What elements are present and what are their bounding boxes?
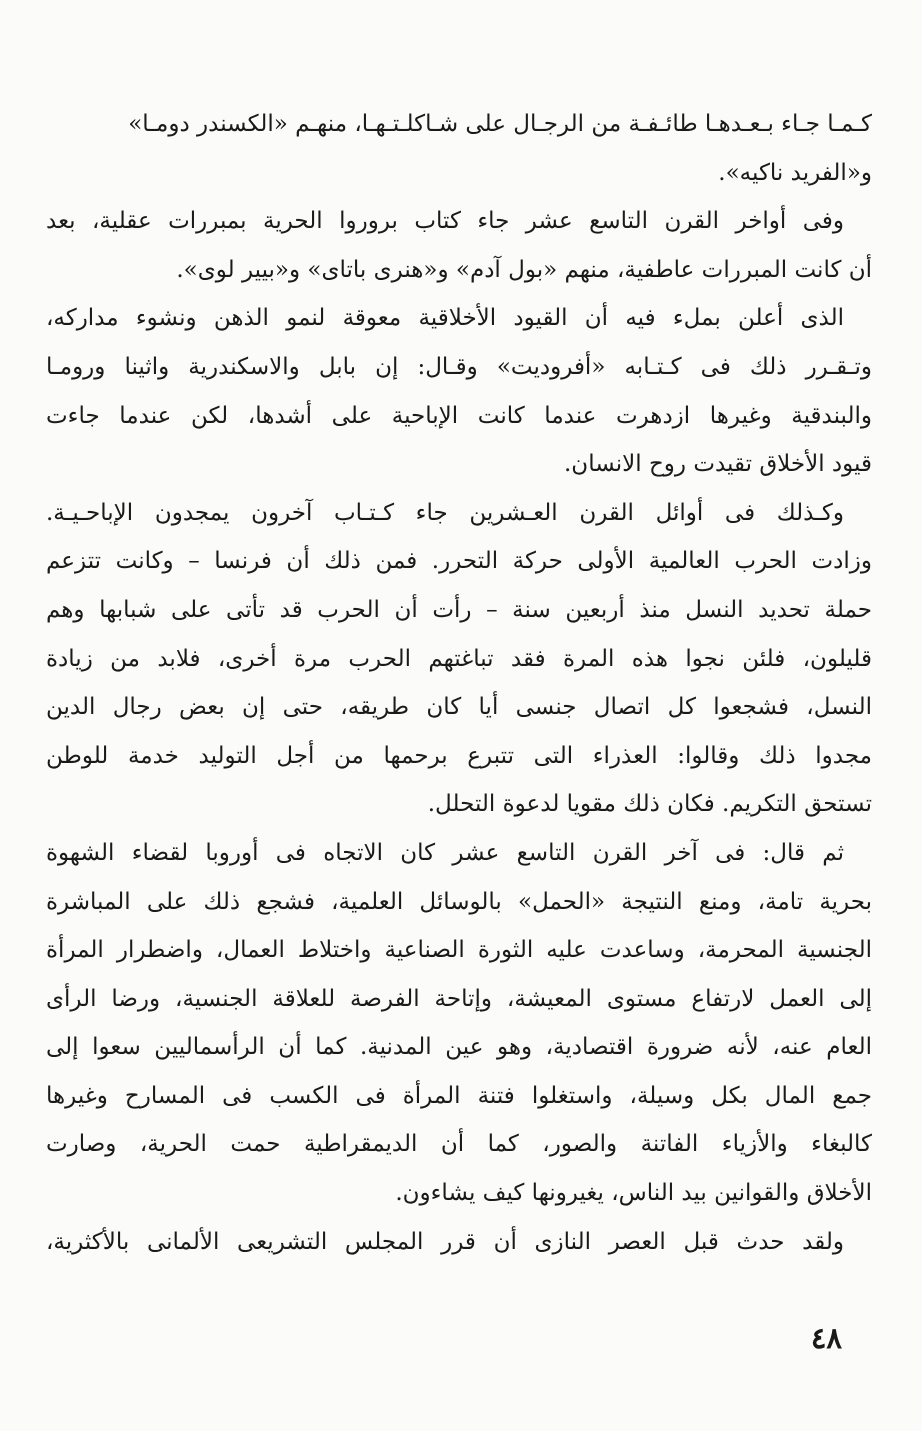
text-line: أن كانت المبررات عاطفية، منهم «بول آدم» و«هنرى باتاى» و«بيير لوى». <box>176 256 872 283</box>
text-line: تستحق التكريم. فكان ذلك مقويا لدعوة التحلل. <box>427 791 872 818</box>
text-line: وفى أواخر القرن التاسع عشر جاء كتاب بروروا الحرية بمبررات عقلية، بعد <box>46 208 844 235</box>
text-line: العام عنه، لأنه ضرورة اقتصادية، وهو عين المدنية. كما أن الرأسماليين سعوا إلى <box>46 1034 872 1061</box>
text-line: الذى أعلن بملء فيه أن القيود الأخلاقية معوقة لنمو الذهن ونشوء مداركه، <box>46 305 844 332</box>
text-line: قليلون، فلئن نجوا هذه المرة فقد تباغتهم الحرب مرة أخرى، فلابد من زيادة <box>46 645 872 672</box>
text-line: ثم قال: فى آخر القرن التاسع عشر كان الاتجاه فى أوروبا لقضاء الشهوة <box>46 839 844 866</box>
text-line: وكـذلك فى أوائل القرن العـشرين جاء كـتـاب آخرون يمجدون الإباحـيـة. <box>46 499 844 526</box>
text-line: والبندقية وغيرها ازدهرت عندما كانت الإباحية على أشدها، لكن عندما جاءت <box>46 402 872 429</box>
text-line: كـمـا جـاء بـعـدهـا طائـفـة من الرجـال على شـاكلـتـهـا، منهـم «الكسندر دومـا» <box>128 111 872 137</box>
page-number: ٤٨ <box>810 1321 842 1355</box>
text-line: و«الفريد ناكيه». <box>718 159 872 186</box>
text-line: ولقد حدث قبل العصر النازى أن قرر المجلس التشريعى الألمانى بالأكثرية، <box>46 1228 844 1255</box>
text-line: وزادت الحرب العالمية الأولى حركة التحرر. فمن ذلك أن فرنسا – وكانت تتزعم <box>46 548 872 575</box>
text-line: مجدوا ذلك وقالوا: العذراء التى تتبرع برحمها من أجل التوليد خدمة للوطن <box>46 742 872 769</box>
body-text <box>46 100 872 1266</box>
text-line: الجنسية المحرمة، وساعدت عليه الثورة الصناعية واختلاط العمال، واضطرار المرأة <box>46 937 872 964</box>
text-line: بحرية تامة، ومنع النتيجة «الحمل» بالوسائل العلمية، فشجع ذلك على المباشرة <box>46 888 872 915</box>
text-line: الأخلاق والقوانين بيد الناس، يغيرونها كيف يشاءون. <box>395 1180 872 1207</box>
text-line: وتـقـرر ذلك فى كـتـابه «أفروديت» وقـال: إن بابل والاسكندرية واثينا ورومـا <box>46 353 872 380</box>
text-line: حملة تحديد النسل منذ أربعين سنة – رأت أن الحرب قد تأتى على شبابها وهم <box>46 596 872 623</box>
text-line: جمع المال بكل وسيلة، واستغلوا فتنة المرأة فى الكسب فى المسارح وغيرها <box>46 1082 872 1109</box>
text-line: كالبغاء والأزياء الفاتنة والصور، كما أن الديمقراطية حمت الحرية، وصارت <box>46 1131 872 1158</box>
text-line: النسل، فشجعوا كل اتصال جنسى أيا كان طريقه، حتى إن بعض رجال الدين <box>46 694 872 721</box>
text-line: قيود الأخلاق تقيدت روح الانسان. <box>564 451 872 478</box>
text-line: إلى العمل لارتفاع مستوى المعيشة، وإتاحة الفرصة للعلاقة الجنسية، ورضا الرأى <box>46 985 872 1012</box>
